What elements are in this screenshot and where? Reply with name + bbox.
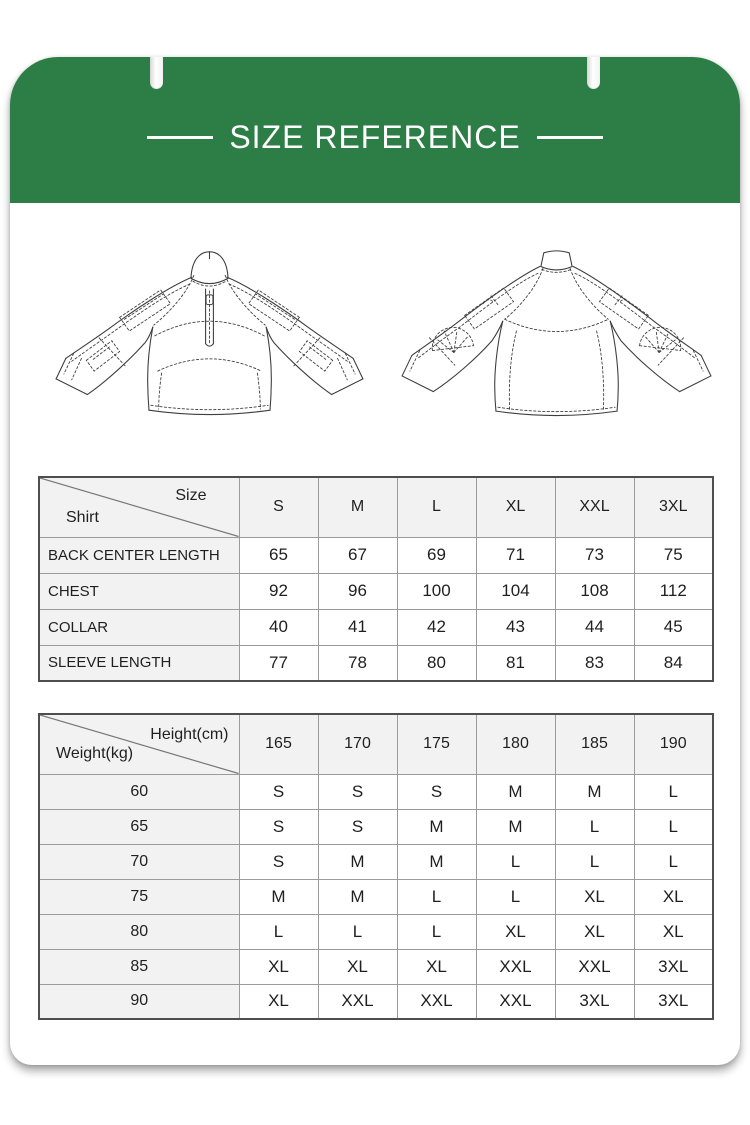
value-cell: 112 xyxy=(634,573,713,609)
value-cell: 3XL xyxy=(634,949,713,984)
column-header-cell: 3XL xyxy=(634,477,713,537)
table-row xyxy=(39,914,713,949)
value-cell: 80 xyxy=(397,645,476,681)
value-cell: XL xyxy=(555,879,634,914)
value-cell: XXL xyxy=(555,949,634,984)
height-weight-table-area xyxy=(10,713,740,1020)
header-row xyxy=(39,477,713,537)
row-label-cell: 75 xyxy=(39,879,239,914)
fit-table-corner-cell xyxy=(39,714,239,774)
value-cell: XXL xyxy=(476,949,555,984)
table-row xyxy=(39,573,713,609)
value-cell: L xyxy=(397,914,476,949)
row-label-cell: 70 xyxy=(39,844,239,879)
row-label-cell: 80 xyxy=(39,914,239,949)
table-gap xyxy=(10,682,740,713)
value-cell: M xyxy=(476,774,555,809)
value-cell: 3XL xyxy=(555,984,634,1019)
value-cell: S xyxy=(239,774,318,809)
value-cell: XXL xyxy=(397,984,476,1019)
table-row xyxy=(39,609,713,645)
value-cell: 78 xyxy=(318,645,397,681)
value-cell: L xyxy=(476,879,555,914)
column-header-cell: 175 xyxy=(397,714,476,774)
title-dash-right xyxy=(537,136,603,139)
value-cell: 73 xyxy=(555,537,634,573)
value-cell: 84 xyxy=(634,645,713,681)
value-cell: 71 xyxy=(476,537,555,573)
value-cell: M xyxy=(397,809,476,844)
value-cell: XXL xyxy=(476,984,555,1019)
row-label-cell: BACK CENTER LENGTH xyxy=(39,537,239,573)
value-cell: S xyxy=(318,809,397,844)
row-label-cell: 65 xyxy=(39,809,239,844)
value-cell: XL xyxy=(634,914,713,949)
value-cell: L xyxy=(634,844,713,879)
value-cell: 69 xyxy=(397,537,476,573)
value-cell: 77 xyxy=(239,645,318,681)
size-table-corner-cell xyxy=(39,477,239,537)
height-weight-fit-table xyxy=(38,713,714,1020)
column-header-cell: 165 xyxy=(239,714,318,774)
value-cell: XL xyxy=(239,949,318,984)
value-cell: L xyxy=(555,809,634,844)
row-label-cell: SLEEVE LENGTH xyxy=(39,645,239,681)
value-cell: M xyxy=(397,844,476,879)
column-header-cell: XXL xyxy=(555,477,634,537)
table-row xyxy=(39,844,713,879)
value-cell: 75 xyxy=(634,537,713,573)
value-cell: 92 xyxy=(239,573,318,609)
value-cell: 40 xyxy=(239,609,318,645)
value-cell: 104 xyxy=(476,573,555,609)
shirt-back-drawing xyxy=(389,245,724,460)
value-cell: 108 xyxy=(555,573,634,609)
shirt-drawings-row xyxy=(10,203,740,476)
column-header-cell: M xyxy=(318,477,397,537)
row-label-cell: 60 xyxy=(39,774,239,809)
table-row xyxy=(39,949,713,984)
column-header-cell: 180 xyxy=(476,714,555,774)
table-row xyxy=(39,809,713,844)
value-cell: XL xyxy=(239,984,318,1019)
size-reference-header-band xyxy=(10,57,740,203)
title-dash-left xyxy=(147,136,213,139)
value-cell: M xyxy=(476,809,555,844)
value-cell: 42 xyxy=(397,609,476,645)
value-cell: M xyxy=(555,774,634,809)
value-cell: XL xyxy=(634,879,713,914)
page-title: SIZE REFERENCE xyxy=(229,118,521,155)
value-cell: M xyxy=(318,879,397,914)
value-cell: XL xyxy=(555,914,634,949)
value-cell: S xyxy=(239,844,318,879)
shirt-front-drawing xyxy=(42,245,377,460)
value-cell: 100 xyxy=(397,573,476,609)
hanger-notch-right xyxy=(587,57,600,89)
value-cell: L xyxy=(476,844,555,879)
column-header-cell: XL xyxy=(476,477,555,537)
row-label-cell: CHEST xyxy=(39,573,239,609)
value-cell: L xyxy=(397,879,476,914)
table-row xyxy=(39,537,713,573)
value-cell: 96 xyxy=(318,573,397,609)
title-row xyxy=(147,119,602,156)
column-header-cell: 170 xyxy=(318,714,397,774)
size-reference-card xyxy=(10,57,740,1065)
column-header-cell: S xyxy=(239,477,318,537)
value-cell: M xyxy=(318,844,397,879)
value-cell: 41 xyxy=(318,609,397,645)
value-cell: S xyxy=(239,809,318,844)
value-cell: L xyxy=(318,914,397,949)
value-cell: L xyxy=(634,774,713,809)
value-cell: XXL xyxy=(318,984,397,1019)
shirt-size-table xyxy=(38,476,714,682)
table-row xyxy=(39,879,713,914)
value-cell: 67 xyxy=(318,537,397,573)
column-header-cell: L xyxy=(397,477,476,537)
table-row xyxy=(39,645,713,681)
value-cell: L xyxy=(634,809,713,844)
row-label-cell: COLLAR xyxy=(39,609,239,645)
value-cell: XL xyxy=(397,949,476,984)
corner-top-label: Size xyxy=(175,487,207,504)
table-row xyxy=(39,984,713,1019)
value-cell: L xyxy=(555,844,634,879)
value-cell: 81 xyxy=(476,645,555,681)
corner-bottom-label: Weight(kg) xyxy=(56,744,134,762)
value-cell: S xyxy=(318,774,397,809)
table-row xyxy=(39,774,713,809)
header-row xyxy=(39,714,713,774)
corner-bottom-label: Shirt xyxy=(66,508,99,526)
value-cell: M xyxy=(239,879,318,914)
corner-top-label: Height(cm) xyxy=(150,726,229,743)
value-cell: 3XL xyxy=(634,984,713,1019)
column-header-cell: 185 xyxy=(555,714,634,774)
value-cell: 83 xyxy=(555,645,634,681)
value-cell: 45 xyxy=(634,609,713,645)
value-cell: S xyxy=(397,774,476,809)
value-cell: XL xyxy=(318,949,397,984)
value-cell: 44 xyxy=(555,609,634,645)
hanger-notch-left xyxy=(150,57,163,89)
value-cell: 65 xyxy=(239,537,318,573)
row-label-cell: 90 xyxy=(39,984,239,1019)
column-header-cell: 190 xyxy=(634,714,713,774)
row-label-cell: 85 xyxy=(39,949,239,984)
value-cell: L xyxy=(239,914,318,949)
diagonal-divider-line xyxy=(40,478,239,537)
shirt-measurements-table-area xyxy=(10,476,740,682)
value-cell: 43 xyxy=(476,609,555,645)
value-cell: XL xyxy=(476,914,555,949)
